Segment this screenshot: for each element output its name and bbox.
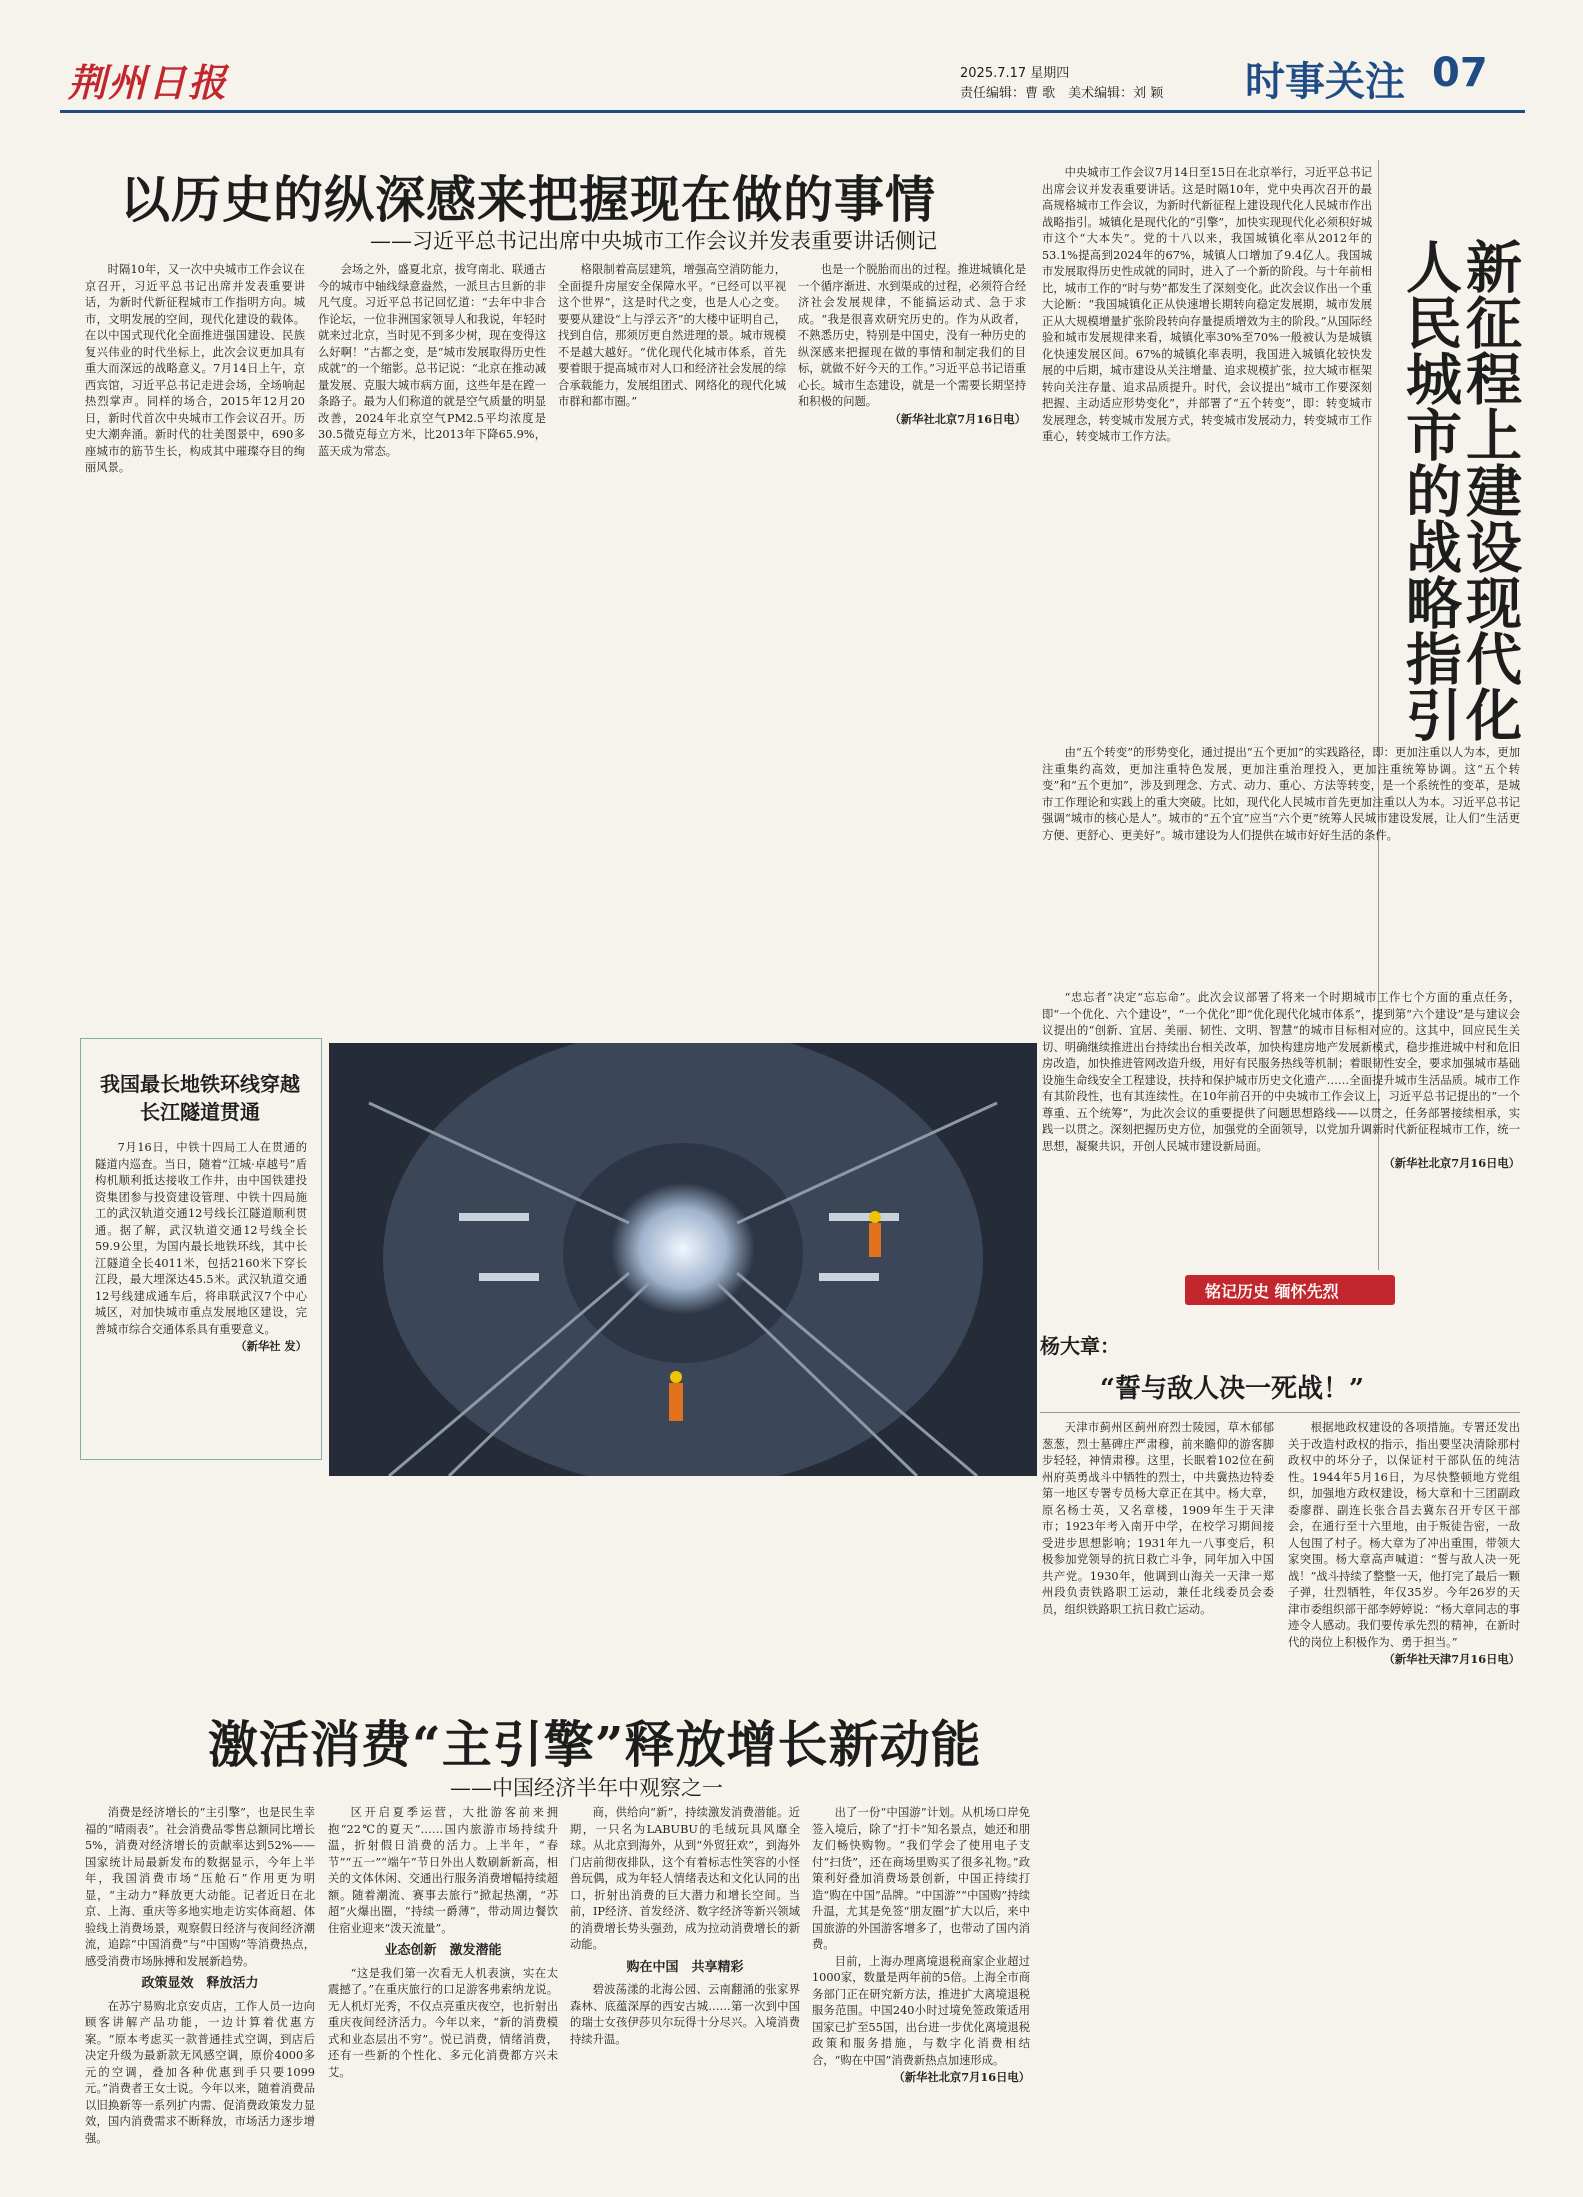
article3-col4-text: 出了一份“中国游”计划。从机场口岸免签入境后，除了“打卡”知名景点，她还和朋友们畅快购物。“我们学会了使用电子支付“扫货”，还在商场里购买了很多礼物。”政策利好叠加消费场景创新，中国正持续打造“购在中国”品牌。“中国游”“中国购”持续升温，尤其是免签“朋友圈”扩大以后，来中国旅游的外国游客增多了，也带动了国内消费。 xyxy=(812,1806,1030,1951)
newspaper-logo: 荆州日报 xyxy=(68,60,229,105)
article3-column-1 xyxy=(85,1805,315,2175)
article4-column-2 xyxy=(1288,1420,1520,2175)
tunnel-story-text xyxy=(95,1140,307,1445)
article3-subhead-2: 业态创新 激发潜能 xyxy=(384,1943,502,1958)
article3-col1-text: 消费是经济增长的“主引擎”，也是民生幸福的“晴雨表”。社会消费品零售总额同比增长5%，消费对经济增长的贡献率达到52%——国家统计局最新发布的数据显示，今年上半年，我国消费市场“压舱石”作用更为明显，“主动力”释放更大动能。记者近日在北京、上海、重庆等多地实地走访实体商超、体验线上消费场景，观察假日经济与夜间经济潮流，追踪“中国消费”与“中国购”等消费热点，感受消费市场脉搏和发展新趋势。 xyxy=(85,1806,315,1968)
article1-col3-text: 格限制着高层建筑，增强高空消防能力，全面提升房屋安全保障水平。“已经可以平视这个世界”，这是时代之变，也是人心之变。要要从建设“上与浮云齐”的大楼中证明自己，找到自信，那须厉更自然进理的景。城市规模不是越大越好。“优化现代化城市体系，首先要着眼于提高城市对人口和经济社会发展的综合承载能力，发展组团式、网络化的现代化城市群和都市圈。” xyxy=(558,263,786,408)
article4-col2-text: 根据地政权建设的各项措施。专署还发出关于改造村政权的指示，指出要坚决清除那村政权中的坏分子，以保证村干部队伍的纯洁性。1944年5月16日，为尽快整顿地方党组织，加强地方政权建设，杨大章和十三团副政委廖群、副连长张合昌去冀东召开专区干部会，在通行至十六里地，由于叛徒告密，一敌人包围了村子。杨大章为了冲出重围，带领大家突围。杨大章高声喊道：“誓与敌人决一死战！”战斗持续了整整一天，他打完了最后一颗子弹，壮烈牺牲，年仅35岁。今年26岁的天津市委组织部干部李婷婷说：“杨大章同志的事迹令人感动。我们要传承先烈的精神，在新时代的岗位上积极作为、勇于担当。” xyxy=(1288,1421,1520,1649)
commemoration-banner-text: 铭记历史 缅怀先烈 xyxy=(1205,1282,1339,1301)
article3-col2-text: 区开启夏季运营，大批游客前来拥抱“22℃的夏天”……国内旅游市场持续升温，折射假日消费的活力。上半年，“春节”“五一”“端午”节日外出人数刷新新高，相关的文体休闲、交通出行服务消费增幅持续超额。随着潮流、赛事去旅行”掀起热潮，“苏超”火爆出圈，“持续一爵薄”，带动周边餐饮住宿业迎来“泼天流量”。 xyxy=(328,1806,558,1935)
article1-column-1 xyxy=(85,262,305,1022)
article1-column-2 xyxy=(318,262,546,1022)
article4-credit: （新华社天津7月16日电） xyxy=(1383,1652,1520,1666)
issue-date: 2025.7.17 星期四 xyxy=(960,66,1070,81)
article2-column-top xyxy=(1042,165,1372,735)
article1-col4-text: 也是一个脱胎而出的过程。推进城镇化是一个循序渐进、水到渠成的过程，必须符合经济社会发展规律，不能搞运动式、急于求成。“我是很喜欢研究历史的。作为从政者，不熟悉历史，特别是中国史，没有一种历史的纵深感来把握现在做的事情和制定我们的目标，就做不好今天的工作。”习近平总书记语重心长。城市生态建设，就是一个需要长期坚持和积极的问题。 xyxy=(798,263,1026,408)
editor-credits: 责任编辑：曹 歌 美术编辑：刘 颖 xyxy=(960,86,1164,101)
article3-column-2 xyxy=(328,1805,558,2175)
tunnel-credit: （新华社 发） xyxy=(235,1339,307,1353)
tunnel-photo xyxy=(329,1043,1037,1476)
article4-name: 杨大章： xyxy=(1040,1334,1120,1358)
tunnel-story-headline[interactable]: 我国最长地铁环线穿越长江隧道贯通 xyxy=(100,1072,300,1124)
section-title: 时事关注 xyxy=(1245,59,1405,105)
article1-headline[interactable]: 以历史的纵深感来把握现在做的事情 xyxy=(120,170,936,229)
article2-body2-text: 由“五个转变”的形势变化，通过提出“五个更加”的实践路径，即：更加注重以人为本，更加注重集约高效，更加注重特色发展，更加注重治理投入，更加注重统筹协调。这“五个转变”和“五个更加”，涉及到理念、方式、动力、重心、方法等转变，是一个系统性的变革，是城市工作理论和实践上的重大突破。比如，现代化人民城市首先更加注重以人为本。习近平总书记强调“城市的核心是人”。城市的“五个宜”应当“六个更”统筹人民城市建设发展，让人们“生活更方便、更舒心、更美好”。城市建设为人们提供在城市好好生活的条件。 xyxy=(1042,746,1520,842)
article4-column-1 xyxy=(1042,1420,1274,2175)
article3-subhead-1: 政策显效 释放活力 xyxy=(141,1976,259,1991)
article3-column-3 xyxy=(570,1805,800,2175)
article3-headline[interactable]: 激活消费“主引擎”释放增长新动能 xyxy=(208,1715,982,1774)
article2-vertical-headline[interactable]: 新征程上建设现代化人民城市的战略指引 xyxy=(1397,238,1523,742)
article3-col3b-text: 碧波荡漾的北海公园、云南翻涌的张家界森林、底蕴深厚的西安古城……第一次到中国的瑞士女孩伊莎贝尔玩得十分尽兴。入境消费持续升温。 xyxy=(570,1983,800,2046)
article3-col3-text: 商，供给向“新”，持续激发消费潜能。近期，一只名为LABUBU的毛绒玩具风靡全球。从北京到海外，从到“外贸狂欢”，到海外门店前彻夜排队，这个有着标志性笑容的小怪兽玩偶，成为年轻人情绪表达和文化认同的出口，折射出消费的巨大潜力和增长空间。当前，IP经济、首发经济、数字经济等新兴领域的消费增长势头强劲，成为拉动消费增长的新动能。 xyxy=(570,1806,800,1951)
article2-credit: （新华社北京7月16日电） xyxy=(1383,1156,1520,1170)
article1-credit: （新华社北京7月16日电） xyxy=(889,411,1026,426)
article1-column-4 xyxy=(798,262,1026,1022)
article4-headline[interactable]: “誓与敌人决一死战！” xyxy=(1100,1374,1364,1404)
article4-rule xyxy=(1040,1412,1520,1413)
article2-body-text: 中央城市工作会议7月14日至15日在北京举行，习近平总书记出席会议并发表重要讲话。这是时隔10年，党中央再次召开的最高规格城市工作会议，为新时代新征程上建设现代化人民城市作出战略指引。城镇化是现代化的“引擎”，加快实现现代化必须积好城市这个“大本失”。党的十八以来，我国城镇化率从2012年的53.1%提高到2024年的67%，城镇人口增加了9.4亿人。我国城市发展取得历史性成就的同时，进入了一个新的阶段。与十年前相比，城市工作的“时与势”都发生了深刻变化。此次会议作出一个重大论断：“我国城镇化正从快速增长期转向稳定发展期，城市发展正从大规模增量扩张阶段转向存量提质增效为主的阶段。”从国际经验和城市发展规律来看，城镇化率30%至70%一般被认为是城镇化快速发展区间。67%的城镇化率表明，我国进入城镇化较快发展的中后期，城市建设从关注增量、追求规模扩张，拉大城市框架转向关注存量、追求品质提升。时代，会议提出“城市工作要深刻把握、主动适应形势变化”，并部署了“五个转变”，即：转变城市发展理念，转变城市发展方式，转变城市发展动力，转变城市工作重心，转变城市工作方法。 xyxy=(1042,166,1372,443)
article3-col2b-text: “这是我们第一次看无人机表演，实在太震撼了。”在重庆旅行的口足游客弗索纳龙说。无人机灯光秀，不仅点亮重庆夜空，也折射出重庆夜间经济活力。今年以来，“新的消费模式和业态层出不穷”。悦已消费，情绪消费，还有一些新的个性化、多元化消费都方兴未艾。 xyxy=(328,1966,558,2079)
article2-column-bottom xyxy=(1042,990,1520,1260)
article2-body3-text: “忠忘者”决定“忘忘命”。此次会议部署了将来一个时期城市工作七个方面的重点任务，即“一个优化、六个建设”，“一个优化”即“优化现代化城市体系”，提到第“六个建设”是与建议会议提出的“创新、宜居、美丽、韧性、文明、智慧”的城市目标相对应的。这其中，回应民生关切、明确继续推进出台持续出台相关改革，加快构建房地产发展新模式，稳步推进城中村和危旧房改造，加快推进管网改造升级，用好有民服务热线等机制；着眼韧性安全，要求加强城市基础设施生命线安全工程建设，扶持和保护城市历史文化遗产……全面提升城市生活品质。城市工作有其阶段性，也有其连续性。在10年前召开的中央城市工作会议上，习近平总书记提出的“一个尊重、五个统筹”，为此次会议的重要提供了问题思想路线——以贯之，任务部署接续相承，实践一以贯之。深刻把握历史方位，加强党的全面领导，以党加升调新时代新征程城市工作，统一思想，凝聚共识，开创人民城市建设新局面。 xyxy=(1042,991,1520,1153)
article2-column-mid xyxy=(1042,745,1520,985)
article3-subhead-3: 购在中国 共享精彩 xyxy=(626,1959,744,1975)
article1-col1-text: 时隔10年，又一次中央城市工作会议在京召开，习近平总书记出席并发表重要讲话，为新时代新征程城市工作指明方向。城市，文明发展的空间，现代化建设的载体。在以中国式现代化全面推进强国建设、民族复兴伟业的时代坐标上，此次会议更加具有重大而深远的战略意义。7月14日上午，京西宾馆，习近平总书记走进会场，全场响起热烈掌声。同样的场合，2015年12月20日，新时代首次中央城市工作会议召开。历史大潮奔涌。新时代的壮美图景中，690多座城市的筋节生长，构成其中璀璨夺目的绚丽风景。 xyxy=(85,263,305,474)
article3-col4b-text: 目前，上海办理离境退税商家企业超过1000家，数量是两年前的5倍。上海全市商务部门正在研究新方法，推进扩大离境退税服务范围。中国240小时过境免签政策适用国家已扩至55国，出台进一步优化离境退税政策和服务措施，与数字化消费相结合，“购在中国”消费新热点加速形成。 xyxy=(812,1954,1030,2067)
masthead-rule xyxy=(60,110,1525,113)
article3-credit: （新华社北京7月16日电） xyxy=(893,2070,1030,2084)
article1-column-3 xyxy=(558,262,786,1022)
page-number: 07 xyxy=(1432,50,1488,96)
article3-subheadline: ——中国经济半年中观察之一 xyxy=(450,1776,723,1800)
article1-col2-text: 会场之外，盛夏北京，拔穹南北、联通古今的城市中轴线绿意盎然，一派旦古旦新的非凡气度。习近平总书记回忆道：“去年中非合作论坛，一位非洲国家领导人和我说，年轻时就来过北京，当时见不到多少树，现在变得这么好啊！”古都之变，是“城市发展取得历史性成就”的一个缩影。总书记说：“北京在推动减量发展、克服大城市病方面，这些年是在蹚一条路子。最为人们称道的就是空气质量的明显改善，2024年北京空气PM2.5平均浓度是30.5微克每立方米，比2013年下降65.9%，蓝天成为常态。 xyxy=(318,263,546,458)
article3-col1b-text: 在苏宁易购北京安贞店，工作人员一边向顾客讲解产品功能，一边计算着优惠方案。“原本考虑买一款普通挂式空调，到店后决定升级为最新款无风感空调，原价4000多元的空调，叠加各种优惠到手只要1099元。”消费者王女士说。今年以来，随着消费品以旧换新等一系列扩内需、促消费政策发力显效，国内消费需求不断释放，市场活力逐步增强。 xyxy=(85,1999,315,2145)
article1-subheadline: ——习近平总书记出席中央城市工作会议并发表重要讲话侧记 xyxy=(370,229,937,253)
article3-column-4 xyxy=(812,1805,1030,2175)
tunnel-body: 7月16日，中铁十四局工人在贯通的隧道内巡查。当日，随着“江城·卓越号”盾构机顺利抵达接收工作井，由中国铁建投资集团参与投资建设管理、中铁十四局施工的武汉轨道交通12号线长江隧道顺利贯通。据了解，武汉轨道交通12号线全长59.9公里，为国内最长地铁环线，其中长江隧道全长4011米，包括2160米下穿长江段，最大埋深达45.5米。武汉轨道交通12号线建成通车后，将串联武汉7个中心城区，对加快城市重点发展地区建设，完善城市综合交通体系具有重要意义。 xyxy=(95,1141,307,1336)
tunnel-illustration xyxy=(329,1043,1037,1476)
article4-col1-text: 天津市蓟州区蓟州府烈士陵园，草木郁郁葱葱，烈士墓碑庄严肃穆，前来瞻仰的游客脚步轻轻，神情肃穆。这里，长眠着102位在蓟州府英勇战斗中牺牲的烈士，中共冀热边特委第一地区专署专员杨大章正在其中。杨大章，原名杨士英，又名章楼，1909年生于天津市；1923年考入南开中学，在校学习期间接受进步思想影响；1931年九一八事变后，积极参加党领导的抗日救亡斗争，同年加入中国共产党。1930年，他调到山海关一天津一郑州段负责铁路职工运动，兼任北线委员会委员，组织铁路职工抗日救亡运动。 xyxy=(1042,1421,1274,1616)
